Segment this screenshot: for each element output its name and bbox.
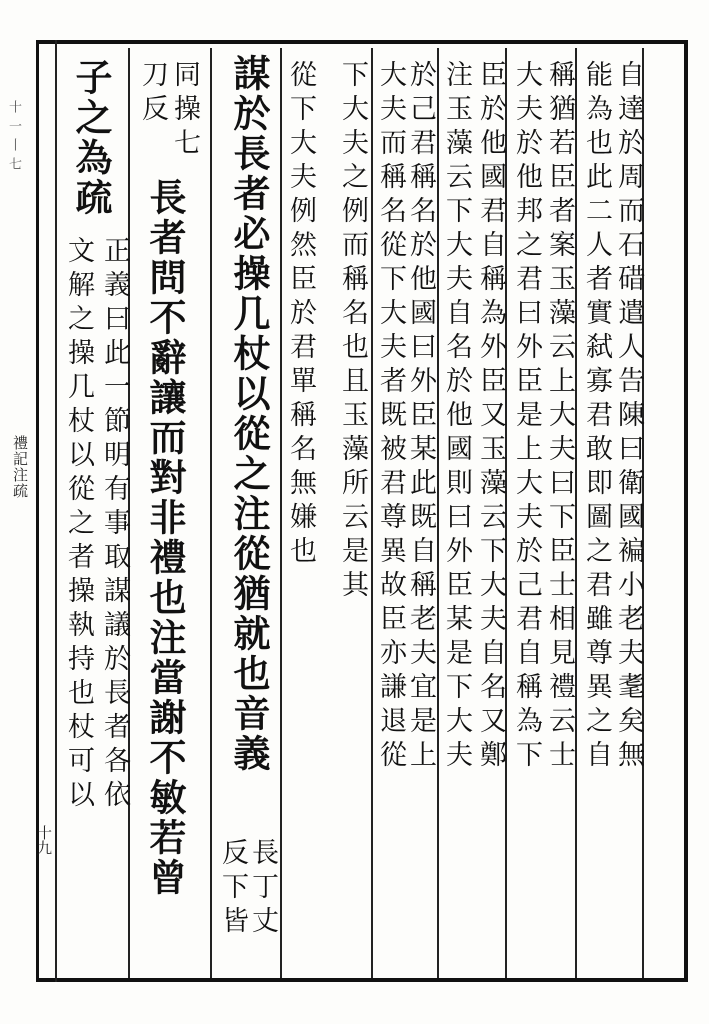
column-divider	[210, 48, 212, 978]
book-title: 禮記注疏	[11, 435, 29, 499]
annotation-column: 長丁丈	[247, 838, 278, 940]
main-text-column: 長者問不辭讓而對非禮也注當謝不敏若曾	[143, 178, 187, 898]
left-inner-border	[55, 40, 57, 982]
main-text-column: 謀於長者必操几杖以從之注從猶就也音義	[227, 54, 271, 774]
column-divider	[437, 48, 439, 978]
text-column: 於己君稱名於他國曰外臣某此既自稱老夫宜是上	[405, 60, 436, 774]
annotation-column: 反下皆	[217, 838, 248, 940]
text-column: 臣於他國君自稱為外臣又玉藻云下大夫自名又鄭	[475, 60, 506, 774]
top-border	[36, 40, 688, 44]
text-column: 稱猶若臣者案玉藻云上大夫曰下臣士相見禮云士	[544, 60, 575, 774]
text-column: 大夫於他邦之君曰外臣是上大夫於己君自稱為下	[511, 60, 542, 774]
folio-number: 十九	[35, 825, 53, 855]
right-border	[684, 40, 688, 982]
page-margin	[0, 40, 53, 982]
margin-ghost-text: 十一丨七	[6, 100, 21, 176]
main-text-column: 子之為疏	[69, 58, 113, 218]
text-column: 下大夫之例而稱名也且玉藻所云是其	[337, 60, 368, 604]
annotation-column: 同操七	[169, 60, 200, 162]
text-column: 注玉藻云下大夫自名於他國則曰外臣某是下大夫	[441, 60, 472, 774]
column-divider	[280, 48, 282, 978]
column-divider	[575, 48, 577, 978]
text-column: 能為也此二人者實弑寡君敢即圖之君雖尊異之自	[581, 60, 612, 774]
text-column: 自達於周而石碏遣人告陳曰衛國褊小老夫耄矣無	[613, 60, 644, 774]
text-column: 大夫而稱名從下大夫者既被君尊異故臣亦謙退從	[375, 60, 406, 774]
column-divider	[371, 48, 373, 978]
commentary-column: 正義曰此一節明有事取謀議於長者各依	[99, 236, 130, 814]
commentary-column: 文解之操几杖以從之者操執持也杖可以	[63, 236, 94, 814]
bottom-border	[36, 978, 688, 982]
text-column: 從下大夫例然臣於君單稱名無嫌也	[285, 60, 316, 570]
annotation-column: 刀反	[137, 60, 168, 128]
